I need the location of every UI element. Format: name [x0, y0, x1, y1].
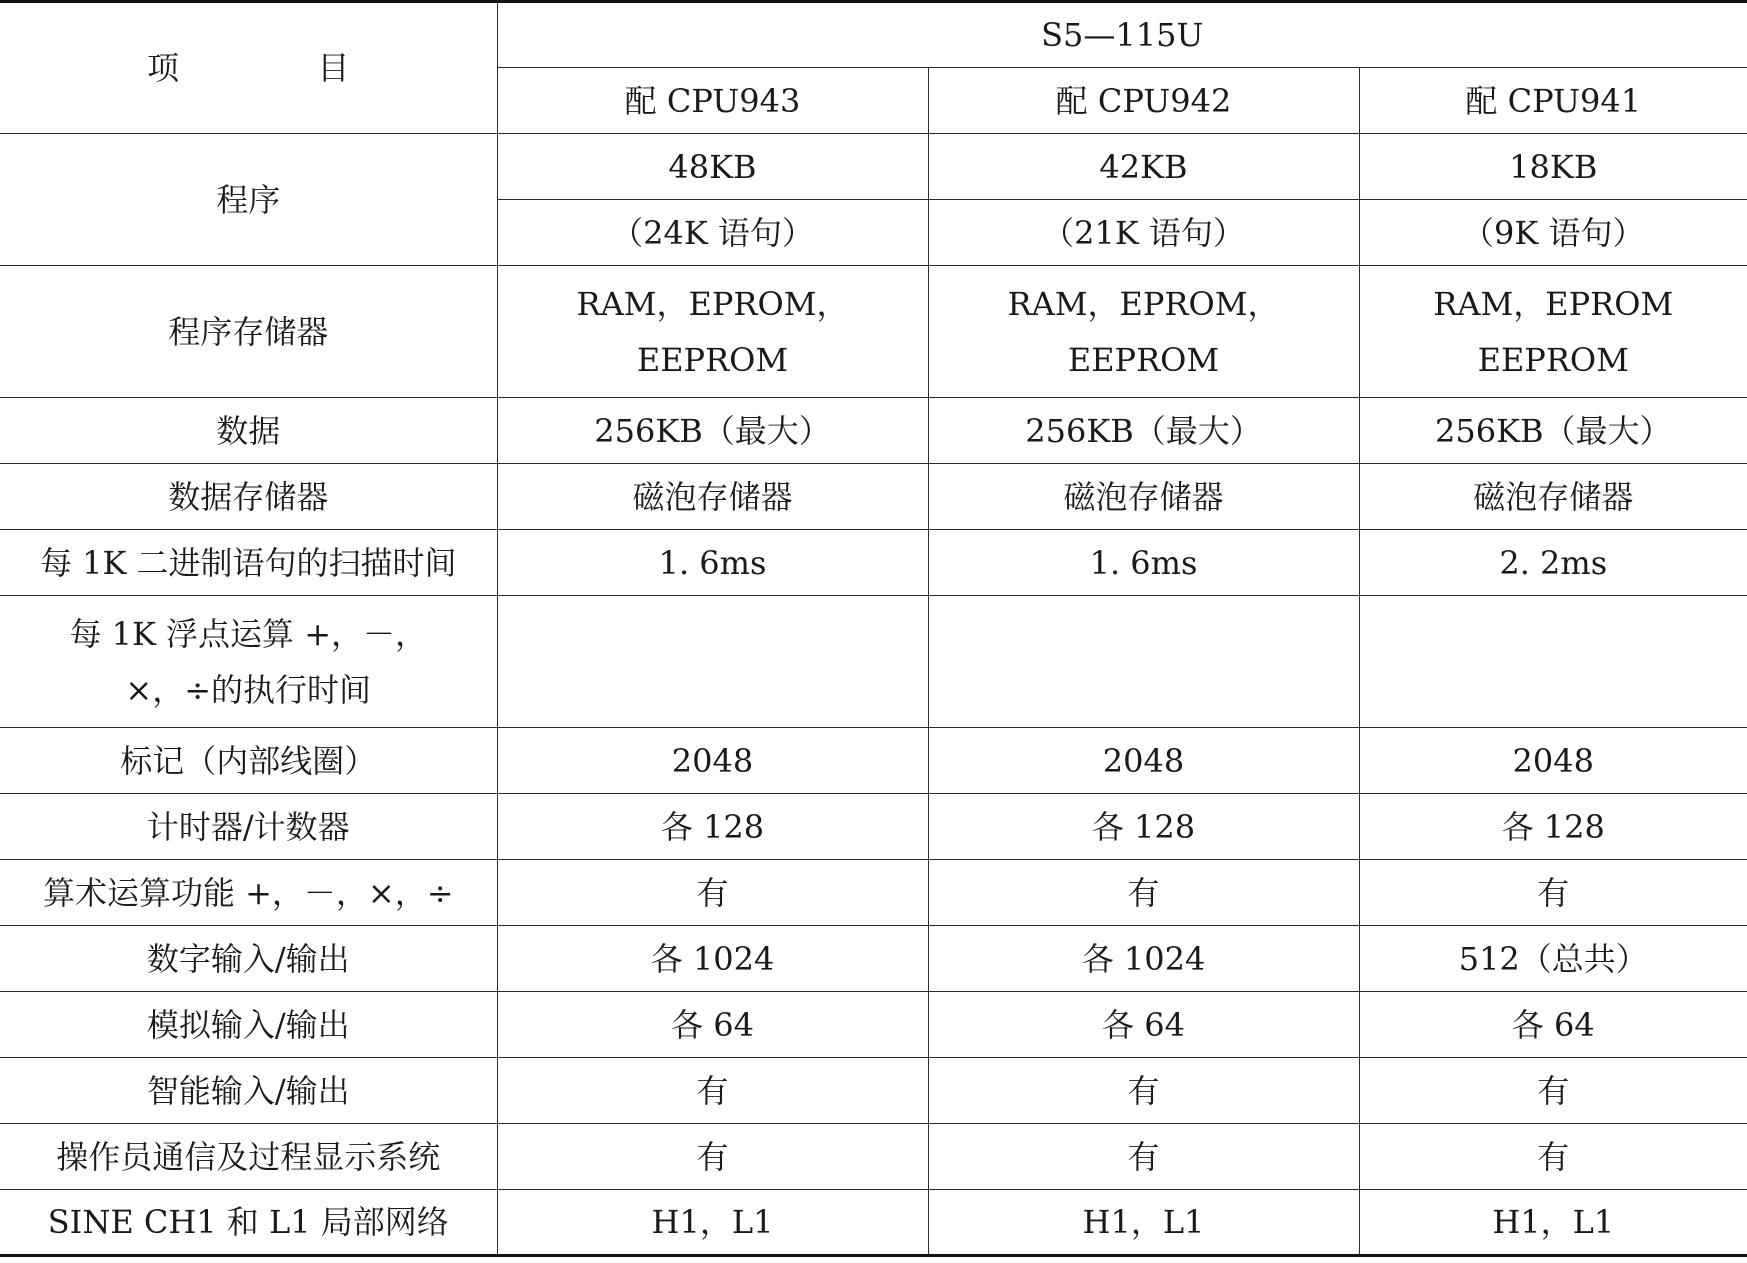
data-memory-cpu943: 磁泡存储器: [497, 464, 928, 530]
data-cpu941: 256KB（最大）: [1359, 398, 1747, 464]
program-memory-line2: EEPROM: [636, 340, 789, 379]
program-size-cpu941: 18KB: [1359, 134, 1747, 200]
program-memory-line1: RAM，EPROM: [1433, 284, 1674, 323]
arith-cpu942: 有: [928, 860, 1359, 926]
network-row: [0, 1190, 1747, 1256]
operator-comm-label: 操作员通信及过程显示系统: [0, 1124, 497, 1190]
program-statements-cpu941: （9K 语句）: [1359, 200, 1747, 266]
digital-io-label: 数字输入/输出: [0, 926, 497, 992]
markers-label: 标记（内部线圈）: [0, 728, 497, 794]
operator-comm-cpu943: 有: [497, 1124, 928, 1190]
column-header-cpu942: 配 CPU942: [928, 68, 1359, 134]
operator-comm-row: [0, 1124, 1747, 1190]
data-memory-cpu941: 磁泡存储器: [1359, 464, 1747, 530]
smart-io-row: [0, 1058, 1747, 1124]
program-label: 程序: [0, 134, 497, 266]
program-statements-cpu943: （24K 语句）: [497, 200, 928, 266]
network-cpu943: H1，L1: [497, 1190, 928, 1256]
scan-time-cpu943: 1. 6ms: [497, 530, 928, 596]
operator-comm-cpu941: 有: [1359, 1124, 1747, 1190]
timers-cpu941: 各 128: [1359, 794, 1747, 860]
item-header-cell: [0, 2, 497, 134]
float-exec-cpu943: [497, 596, 928, 728]
digital-io-cpu943: 各 1024: [497, 926, 928, 992]
float-exec-label-line1: 每 1K 浮点运算 +，－，: [69, 614, 428, 653]
group-header-cell: S5—115U: [497, 2, 1747, 68]
program-memory-cpu943: [497, 266, 928, 398]
item-header-label: 项 目: [147, 49, 414, 87]
data-memory-label: 数据存储器: [0, 464, 497, 530]
program-memory-line1: RAM，EPROM，: [576, 284, 849, 323]
arith-row: [0, 860, 1747, 926]
markers-cpu943: 2048: [497, 728, 928, 794]
program-statements-cpu942: （21K 语句）: [928, 200, 1359, 266]
program-memory-line1: RAM，EPROM，: [1007, 284, 1280, 323]
program-memory-row: [0, 266, 1747, 398]
network-label: SINE CH1 和 L1 局部网络: [0, 1190, 497, 1256]
markers-row: [0, 728, 1747, 794]
analog-io-cpu942: 各 64: [928, 992, 1359, 1058]
timers-label: 计时器/计数器: [0, 794, 497, 860]
smart-io-cpu942: 有: [928, 1058, 1359, 1124]
program-size-cpu942: 42KB: [928, 134, 1359, 200]
timers-row: [0, 794, 1747, 860]
arith-cpu943: 有: [497, 860, 928, 926]
digital-io-cpu942: 各 1024: [928, 926, 1359, 992]
timers-cpu942: 各 128: [928, 794, 1359, 860]
float-exec-cpu942: [928, 596, 1359, 728]
scan-time-cpu941: 2. 2ms: [1359, 530, 1747, 596]
arith-cpu941: 有: [1359, 860, 1747, 926]
scan-time-label: 每 1K 二进制语句的扫描时间: [0, 530, 497, 596]
program-memory-cpu942: [928, 266, 1359, 398]
header-row-1: [0, 2, 1747, 68]
program-memory-line2: EEPROM: [1067, 340, 1220, 379]
analog-io-cpu941: 各 64: [1359, 992, 1747, 1058]
digital-io-cpu941: 512（总共）: [1359, 926, 1747, 992]
operator-comm-cpu942: 有: [928, 1124, 1359, 1190]
analog-io-label: 模拟输入/输出: [0, 992, 497, 1058]
network-cpu942: H1，L1: [928, 1190, 1359, 1256]
scan-time-cpu942: 1. 6ms: [928, 530, 1359, 596]
data-memory-row: [0, 464, 1747, 530]
analog-io-row: [0, 992, 1747, 1058]
timers-cpu943: 各 128: [497, 794, 928, 860]
digital-io-row: [0, 926, 1747, 992]
float-exec-cpu941: [1359, 596, 1747, 728]
markers-cpu942: 2048: [928, 728, 1359, 794]
data-row: [0, 398, 1747, 464]
data-cpu943: 256KB（最大）: [497, 398, 928, 464]
markers-cpu941: 2048: [1359, 728, 1747, 794]
network-cpu941: H1，L1: [1359, 1190, 1747, 1256]
smart-io-label: 智能输入/输出: [0, 1058, 497, 1124]
float-exec-label-line2: ×，÷的执行时间: [125, 670, 372, 709]
smart-io-cpu941: 有: [1359, 1058, 1747, 1124]
float-exec-label: [0, 596, 497, 728]
data-label: 数据: [0, 398, 497, 464]
program-size-cpu943: 48KB: [497, 134, 928, 200]
program-memory-cpu941: [1359, 266, 1747, 398]
column-header-cpu943: 配 CPU943: [497, 68, 928, 134]
smart-io-cpu943: 有: [497, 1058, 928, 1124]
program-memory-label: 程序存储器: [0, 266, 497, 398]
column-header-cpu941: 配 CPU941: [1359, 68, 1747, 134]
float-exec-row: [0, 596, 1747, 728]
program-row-size: [0, 134, 1747, 200]
program-memory-line2: EEPROM: [1477, 340, 1629, 379]
arith-label: 算术运算功能 +，－，×，÷: [0, 860, 497, 926]
data-cpu942: 256KB（最大）: [928, 398, 1359, 464]
analog-io-cpu943: 各 64: [497, 992, 928, 1058]
scan-time-row: [0, 530, 1747, 596]
data-memory-cpu942: 磁泡存储器: [928, 464, 1359, 530]
